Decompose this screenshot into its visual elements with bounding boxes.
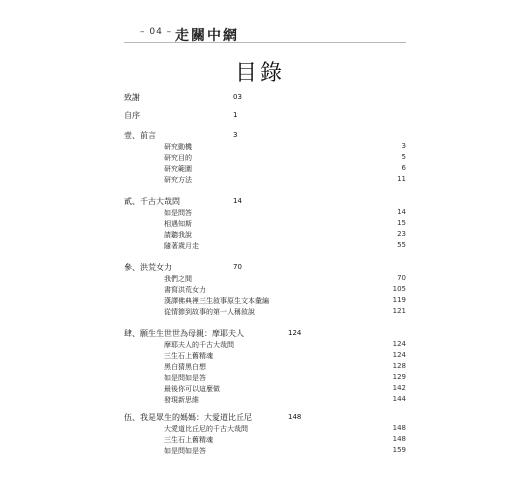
entry-title: 研究方法: [164, 176, 192, 184]
entry-page-number: 142: [392, 384, 406, 392]
toc-entry[interactable]: [164, 362, 406, 372]
toc-section-heading[interactable]: [124, 92, 406, 104]
toc-entry[interactable]: [164, 153, 406, 163]
entry-page-number: 55: [397, 241, 406, 249]
entry-title: 大愛道比丘尼的千古大哉問: [164, 425, 248, 433]
toc-entry[interactable]: [164, 175, 406, 185]
toc-title: 目錄: [234, 61, 285, 86]
entry-title: 隨著歲月走: [164, 242, 199, 250]
entry-page-number: 3: [401, 142, 406, 150]
toc-entry[interactable]: [164, 395, 406, 405]
section-title: 自序: [124, 111, 140, 120]
toc-section-heading[interactable]: [124, 412, 406, 424]
entry-title: 研究目的: [164, 154, 192, 162]
entry-title: 發現新思維: [164, 396, 199, 404]
toc-section-heading[interactable]: [124, 262, 406, 274]
entry-title: 摩耶夫人的千古大哉問: [164, 341, 234, 349]
entry-page-number: 148: [392, 435, 406, 443]
entry-title: 如是問答: [164, 209, 192, 217]
entry-page-number: 5: [401, 153, 406, 161]
toc-entry[interactable]: [164, 208, 406, 218]
toc-section-heading[interactable]: [124, 196, 406, 208]
entry-page-number: 70: [397, 274, 406, 282]
toc-entry[interactable]: [164, 340, 406, 350]
toc-entry[interactable]: [164, 424, 406, 434]
entry-page-number: 15: [397, 219, 406, 227]
entry-title: 如是問如是答: [164, 374, 206, 382]
toc-entry[interactable]: [164, 446, 406, 456]
toc-entry[interactable]: [164, 142, 406, 152]
entry-page-number: 159: [392, 446, 406, 454]
entry-page-number: 23: [397, 230, 406, 238]
entry-page-number: 11: [397, 175, 406, 183]
entry-title: 漢譯佛典裡三生敘事原生文本彙編: [164, 297, 269, 305]
entry-title: 研究範圍: [164, 165, 192, 173]
toc-entry[interactable]: [164, 164, 406, 174]
entry-page-number: 14: [397, 208, 406, 216]
entry-title: 最後你可以這麼做: [164, 385, 220, 393]
toc-entry[interactable]: [164, 307, 406, 317]
toc-entry[interactable]: [164, 285, 406, 295]
entry-page-number: 124: [392, 351, 406, 359]
toc-entry[interactable]: [164, 241, 406, 251]
toc-section-heading[interactable]: [124, 328, 406, 340]
section-page-number: 148: [288, 413, 302, 421]
entry-title: 我們之間: [164, 275, 192, 283]
entry-page-number: 105: [392, 285, 406, 293]
entry-page-number: 144: [392, 395, 406, 403]
entry-page-number: 148: [392, 424, 406, 432]
toc-entry[interactable]: [164, 351, 406, 361]
section-title: 肆、願生生世世為母親：摩耶夫人: [124, 329, 244, 338]
section-page-number: 3: [233, 131, 238, 139]
header-rule: [124, 42, 406, 43]
entry-page-number: 128: [392, 362, 406, 370]
toc-entry[interactable]: [164, 274, 406, 284]
entry-title: 黑白猜黑白想: [164, 363, 206, 371]
entry-page-number: 121: [392, 307, 406, 315]
page-number: – 04 –: [140, 27, 173, 37]
section-title: 參、洪荒女力: [124, 263, 172, 272]
toc-section-heading[interactable]: [124, 110, 406, 122]
book-title: 走關中網: [175, 28, 239, 44]
section-title: 貳、千古大哉問: [124, 197, 180, 206]
toc-entry[interactable]: [164, 219, 406, 229]
entry-title: 請聽我說: [164, 231, 192, 239]
section-title: 壹、前言: [124, 131, 156, 140]
section-title: 伍、我是眾生的媽媽：大愛道比丘尼: [124, 413, 252, 422]
toc-entry[interactable]: [164, 435, 406, 445]
section-page-number: 70: [233, 263, 242, 271]
entry-title: 三生石上舊精魂: [164, 352, 213, 360]
entry-title: 書寫洪荒女力: [164, 286, 206, 294]
entry-title: 從情節到故事的第一人稱敘說: [164, 308, 255, 316]
toc-entry[interactable]: [164, 384, 406, 394]
entry-page-number: 6: [401, 164, 406, 172]
section-page-number: 1: [233, 111, 238, 119]
entry-title: 如是問如是答: [164, 447, 206, 455]
section-page-number: 14: [233, 197, 242, 205]
entry-title: 研究動機: [164, 143, 192, 151]
entry-page-number: 124: [392, 340, 406, 348]
entry-title: 三生石上舊精魂: [164, 436, 213, 444]
section-page-number: 03: [233, 93, 242, 101]
toc-entry[interactable]: [164, 296, 406, 306]
toc-section-heading[interactable]: [124, 130, 406, 142]
toc-entry[interactable]: [164, 373, 406, 383]
section-page-number: 124: [288, 329, 302, 337]
section-title: 致謝: [124, 93, 140, 102]
toc-entry[interactable]: [164, 230, 406, 240]
entry-page-number: 119: [392, 296, 406, 304]
entry-title: 相遇知斯: [164, 220, 192, 228]
entry-page-number: 129: [392, 373, 406, 381]
